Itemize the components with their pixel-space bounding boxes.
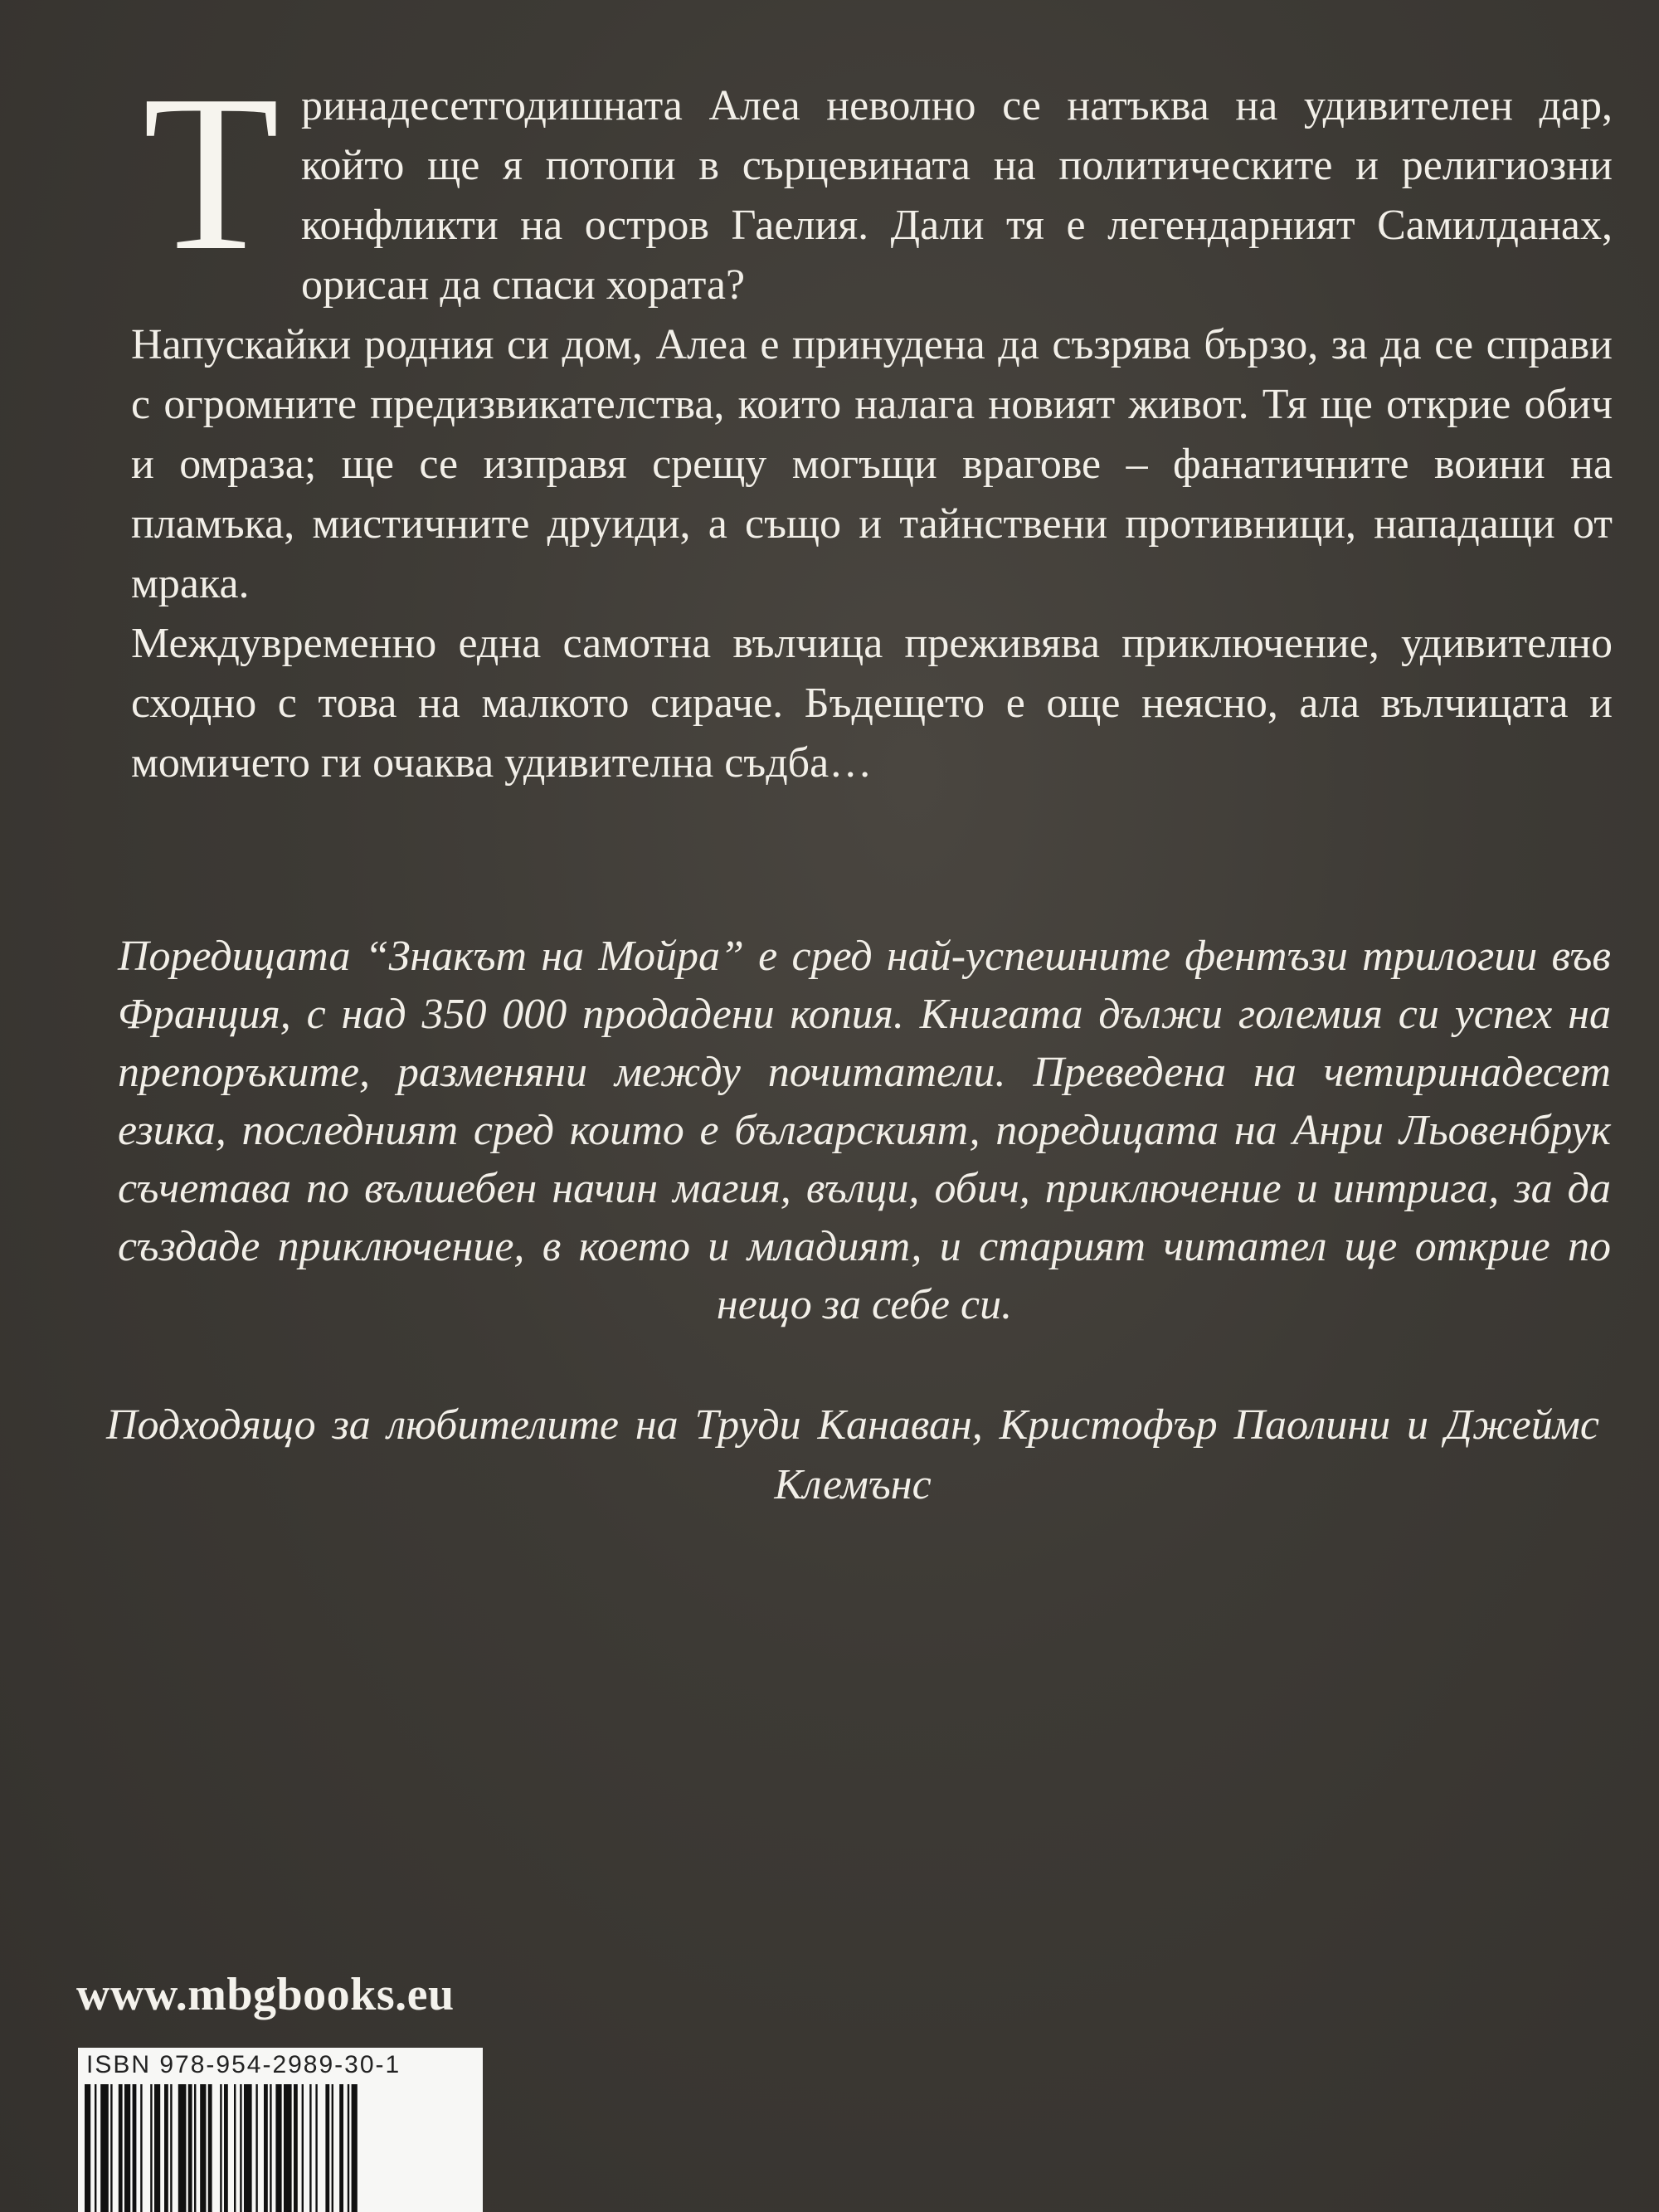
barcode-bar xyxy=(154,2084,160,2212)
barcode-bar xyxy=(170,2084,172,2212)
barcode-bar xyxy=(178,2084,187,2212)
barcode-bar xyxy=(220,2084,221,2212)
blurb-text xyxy=(131,49,1613,793)
barcode-bar xyxy=(100,2084,109,2212)
barcode-bar xyxy=(95,2084,96,2212)
series-note-text: Поредицата “Знакът на Мойра” е сред най-успешните фентъзи трилогии във Франция, с над 350 000 продадени копия. Книгата дължи големия си успех на препоръките, разменяни между почитатели. Преведена на четиринадесет езика, последният сред които е българският, поредицата на Анри Льовенбрук съчетава по вълшебен начин магия, вълци, обич, приключение и интрига, за да създаде приключение, в което и младият, и старият читател ще открие по нещо за себе си. xyxy=(118,933,1611,1328)
barcode-bar xyxy=(309,2084,311,2212)
barcode-bar xyxy=(275,2084,281,2212)
barcode-bar xyxy=(110,2084,112,2212)
barcode-bar xyxy=(294,2084,298,2212)
barcode-bar xyxy=(325,2084,329,2212)
barcode-bar xyxy=(119,2084,123,2212)
barcode-bar xyxy=(150,2084,152,2212)
barcode-bar xyxy=(140,2084,142,2212)
barcode-bar xyxy=(315,2084,317,2212)
barcode xyxy=(78,2048,483,2212)
barcode-bar xyxy=(264,2084,268,2212)
barcode-bar xyxy=(133,2084,137,2212)
recommendation-text: Подходящо за любителите на Труди Канаван, Кристофър Паолини и Джеймс Клемънс xyxy=(106,1401,1599,1508)
barcode-bar xyxy=(339,2084,343,2212)
recommendation xyxy=(106,1396,1599,1515)
blurb-paragraph-1-text: ринадесетгодишната Алеа неволно се натъква на удивителен дар, който ще я потопи в сърцевината на политическите и религиозни конфликти на остров Гаелия. Дали тя е легендарният Самилданах, орисан да спаси хората? xyxy=(300,82,1613,309)
barcode-bar xyxy=(194,2084,196,2212)
barcode-bars xyxy=(85,2084,476,2212)
publisher-website: www.mbgbooks.eu xyxy=(76,1969,455,2020)
barcode-bar xyxy=(270,2084,271,2212)
barcode-bar xyxy=(302,2084,304,2212)
barcode-bar xyxy=(234,2084,236,2212)
barcode-bar xyxy=(164,2084,168,2212)
barcode-bar xyxy=(255,2084,257,2212)
barcode-bar xyxy=(240,2084,241,2212)
blurb-paragraph-2: Напускайки родния си дом, Алеа е принудена да съзрява бързо, за да се справи с огромните предизвикателства, които налага новият живот. Тя ще открие обич и омраза; ще се изправя срещу могъщи врагове – фанатичните воини на пламъка, мистичните друиди, а също и тайнствени противници, нападащи от мрака. xyxy=(131,321,1613,607)
barcode-bar xyxy=(85,2084,90,2212)
barcode-bar xyxy=(224,2084,228,2212)
barcode-bar xyxy=(244,2084,252,2212)
drop-cap: Т xyxy=(143,49,280,297)
series-note xyxy=(118,928,1611,1334)
barcode-bar xyxy=(332,2084,333,2212)
barcode-bar xyxy=(188,2084,192,2212)
barcode-bar xyxy=(200,2084,206,2212)
barcode-bar xyxy=(124,2084,130,2212)
barcode-bar xyxy=(284,2084,292,2212)
barcode-bar xyxy=(352,2084,358,2212)
blurb-paragraph-3: Междувременно една самотна вълчица преживява приключение, удивително сходно с това на малкото сираче. Бъдещето е още неясно, ала вълчицата и момичето ги очаква удивителна съдба… xyxy=(131,620,1613,787)
barcode-bar xyxy=(208,2084,212,2212)
isbn-number: ISBN 978-954-2989-30-1 xyxy=(86,2051,401,2078)
barcode-bar xyxy=(348,2084,349,2212)
blurb-paragraph-1 xyxy=(131,49,1613,315)
